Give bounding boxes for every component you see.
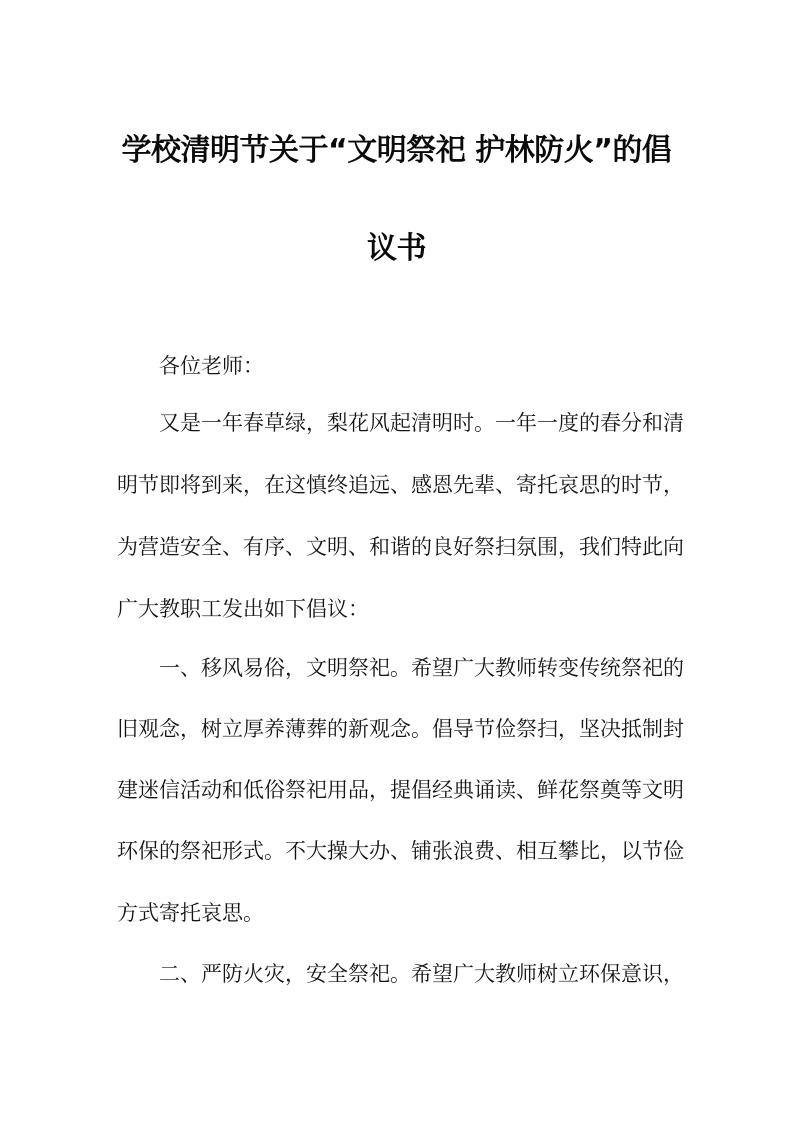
document-title-line-1: 学校清明节关于“文明祭祀 护林防火”的倡	[121, 133, 672, 168]
document-title-line-2: 议书	[367, 231, 426, 266]
paragraph-intro-line-2: 明节即将到来，在这慎终追远、感恩先辈、寄托哀思的时节，	[117, 473, 684, 497]
paragraph-point-1-line-2: 旧观念，树立厚养薄葬的新观念。倡导节俭祭扫，坚决抵制封	[117, 717, 684, 741]
paragraph-point-1-line-5: 方式寄托哀思。	[117, 901, 264, 925]
paragraph-point-2-line-1: 二、严防火灾，安全祭祀。希望广大教师树立环保意识，	[159, 962, 684, 986]
paragraph-point-1-line-1: 一、移风易俗，文明祭祀。希望广大教师转变传统祭祀的	[159, 656, 684, 680]
paragraph-intro-line-4: 广大教职工发出如下倡议：	[117, 597, 369, 621]
paragraph-point-1-line-4: 环保的祭祀形式。不大操大办、铺张浪费、相互攀比，以节俭	[117, 839, 684, 863]
paragraph-intro-line-1: 又是一年春草绿，梨花风起清明时。一年一度的春分和清	[159, 411, 684, 435]
paragraph-intro-line-3: 为营造安全、有序、文明、和谐的良好祭扫氛围，我们特此向	[117, 535, 684, 559]
salutation: 各位老师：	[159, 354, 264, 378]
paragraph-point-1-line-3: 建迷信活动和低俗祭祀用品，提倡经典诵读、鲜花祭奠等文明	[117, 778, 684, 802]
